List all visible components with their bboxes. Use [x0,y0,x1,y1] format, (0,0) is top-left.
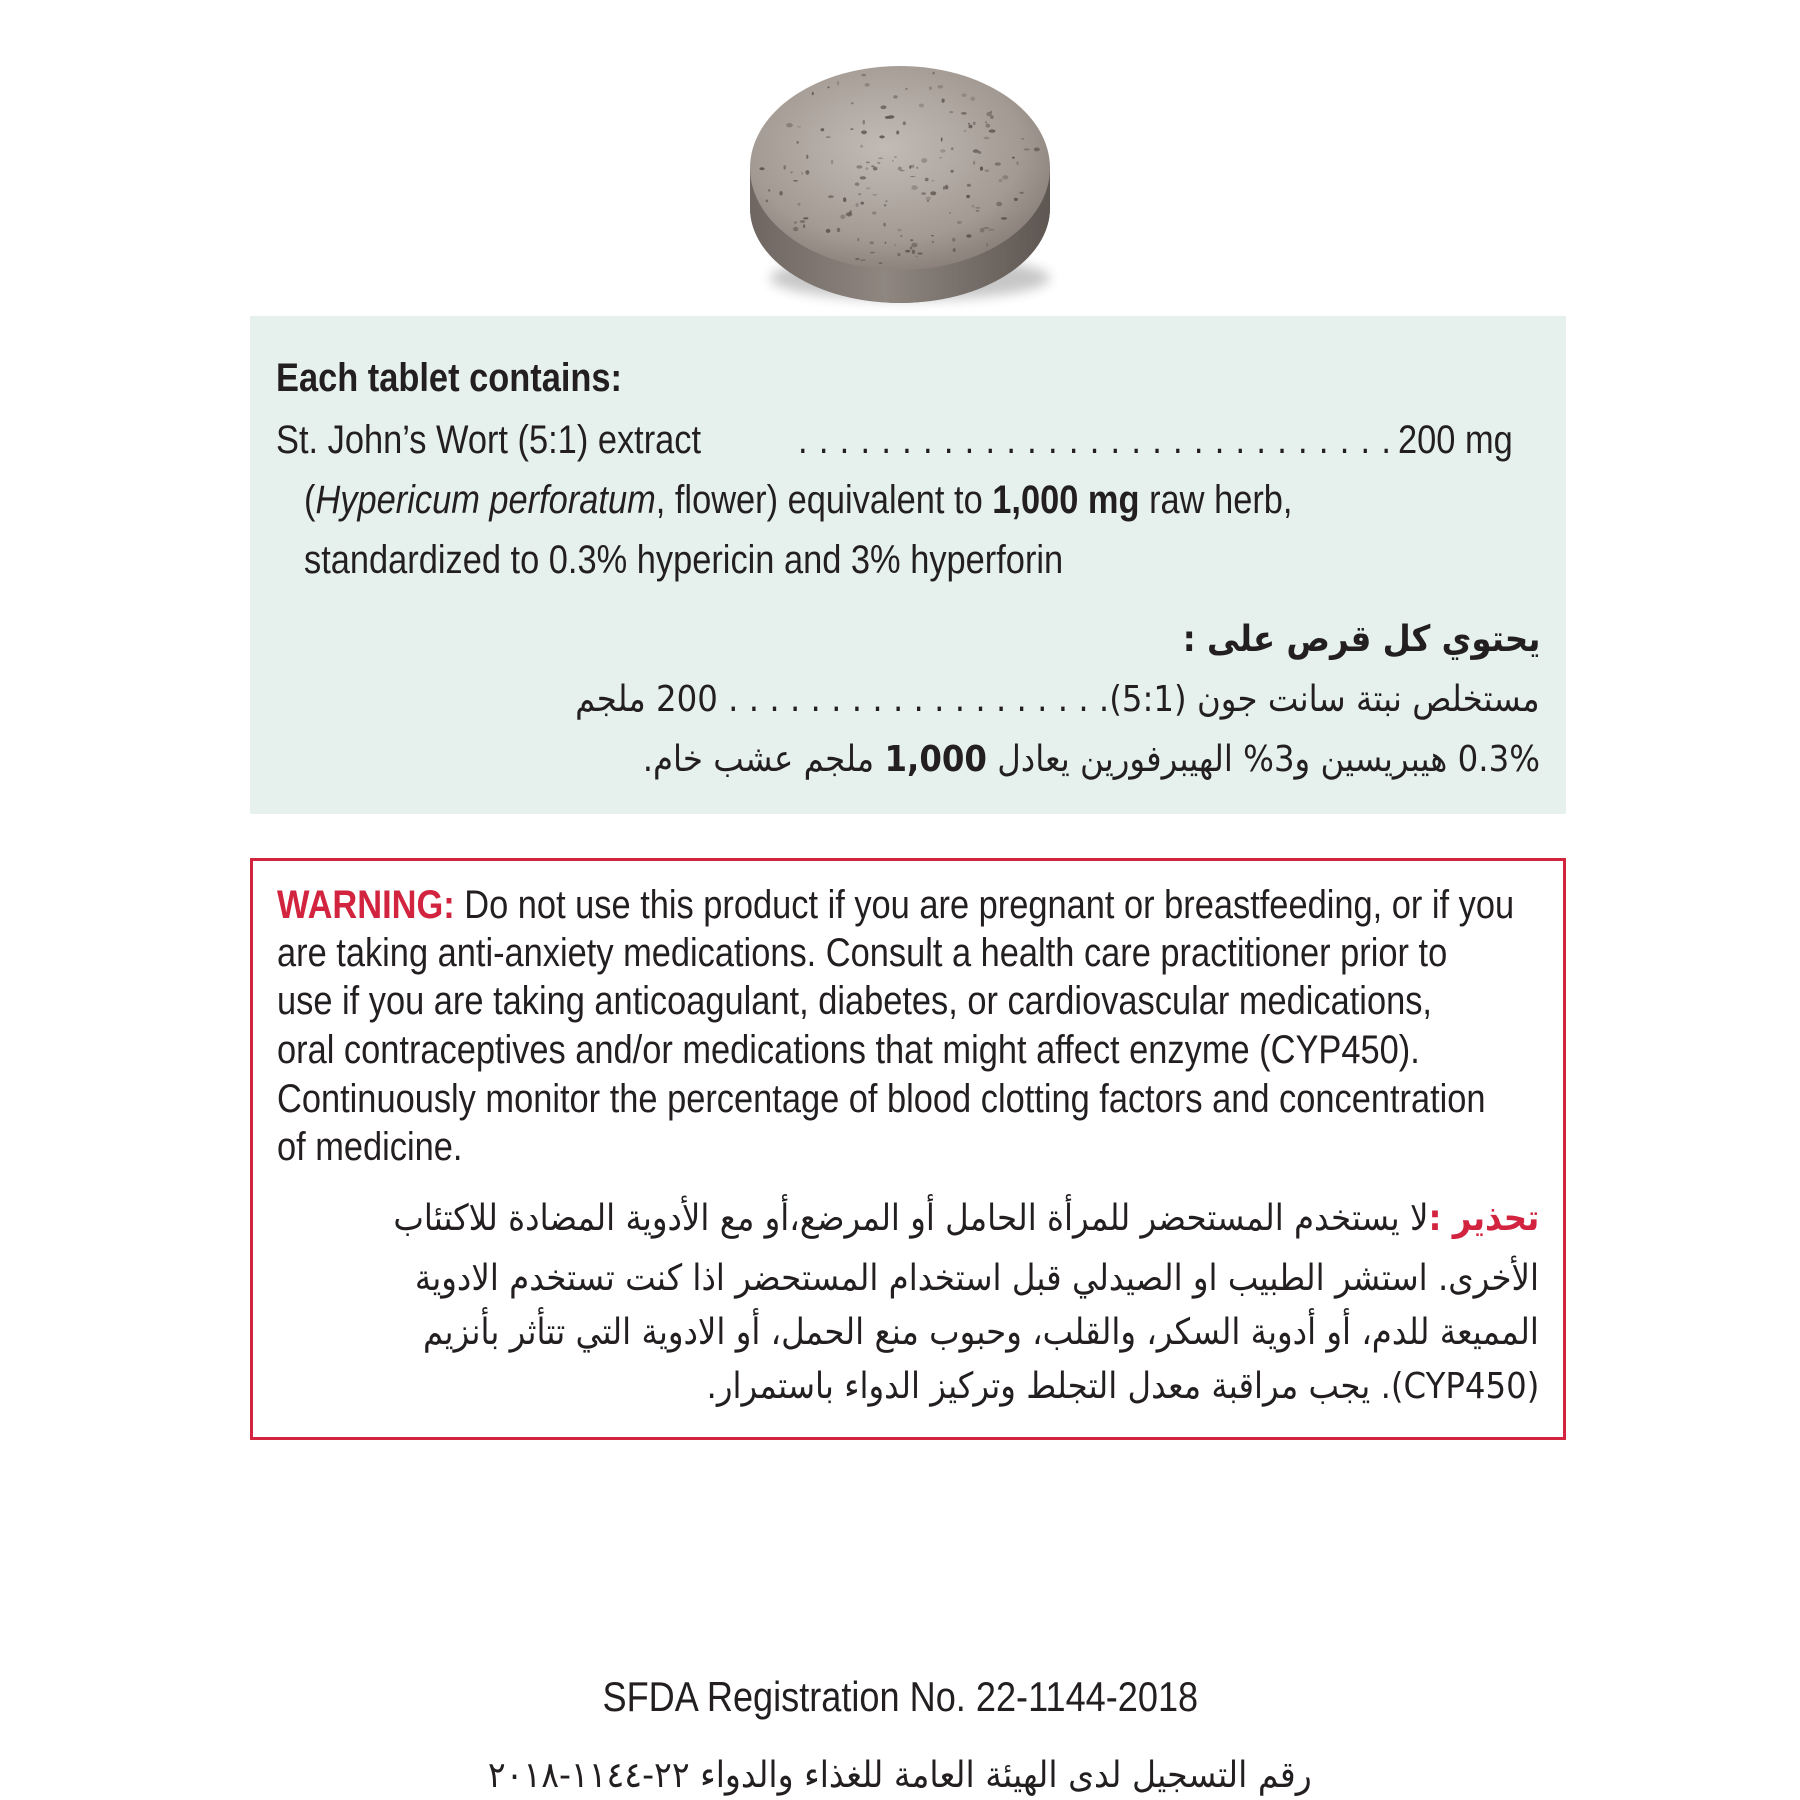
warning-line-1: WARNING: Do not use this product if you are pregnant or breastfeeding, or if you [277,883,1515,927]
warning-ar-line-2: الأخرى. استشر الطبيب او الصيدلي قبل استخدام المستحضر اذا كنت تستخدم الادوية [414,1258,1539,1299]
ingredient-detail-line1: (Hypericum perforatum, flower) equivalent to 1,000 mg raw herb, [304,478,1293,522]
ingredient-detail-ar: 0.3% هيبريسين و3% الهيبرفورين يعادل 1,000 ملجم عشب خام. [642,739,1540,780]
ingredient-item-name: St. John’s Wort (5:1) extract [276,418,702,462]
ingredients-heading-ar: يحتوي كل قرص على : [1182,619,1540,660]
ingredients-panel [250,316,1566,814]
ingredients-heading: Each tablet contains: [276,356,622,400]
tablet-image [740,60,1060,310]
warning-ar-line-4: (CYP450). يجب مراقبة معدل التجلط وتركيز الدواء باستمرار. [706,1366,1539,1407]
ingredient-dot-leader: . . . . . . . . . . . . . . . . . . . . . . . . . . . . . [798,418,1392,462]
equivalent-amount: 1,000 mg [992,478,1140,522]
ingredient-amount: 200 mg [1398,418,1513,462]
warning-line-5: Continuously monitor the percentage of blood clotting factors and concentration [277,1077,1486,1121]
ingredient-item-ar: مستخلص نبتة سانت جون (5:1). . . . . . . . . . . . . . . . . . . 200 ملجم [575,679,1540,720]
warning-ar-line-3: المميعة للدم، أو أدوية السكر، والقلب، وحبوب منع الحمل، أو الادوية التي تتأثر بأنزيم [423,1312,1539,1353]
registration-number: SFDA Registration No. 22-1144-2018 [602,1673,1198,1720]
warning-line-6: of medicine. [277,1125,463,1169]
warning-line-3: use if you are taking anticoagulant, diabetes, or cardiovascular medications, [277,979,1432,1023]
warning-ar-line-1: تحذير :لا يستخدم المستحضر للمرأة الحامل أو المرضع،أو مع الأدوية المضادة للاكتئاب [393,1198,1539,1239]
registration-number-ar: رقم التسجيل لدى الهيئة العامة للغذاء والدواء ٢٢-١١٤٤-٢٠١٨ [488,1755,1312,1796]
equivalent-amount-ar: 1,000 [884,739,987,780]
warning-label-ar: تحذير : [1428,1198,1539,1239]
warning-label: WARNING: [277,883,455,927]
warning-line-4: oral contraceptives and/or medications that might affect enzyme (CYP450). [277,1028,1420,1072]
warning-box [250,858,1566,1440]
ingredient-detail-line2: standardized to 0.3% hypericin and 3% hyperforin [304,538,1064,582]
latin-name: Hypericum perforatum [315,478,656,522]
warning-line-2: are taking anti-anxiety medications. Consult a health care practitioner prior to [277,931,1448,975]
